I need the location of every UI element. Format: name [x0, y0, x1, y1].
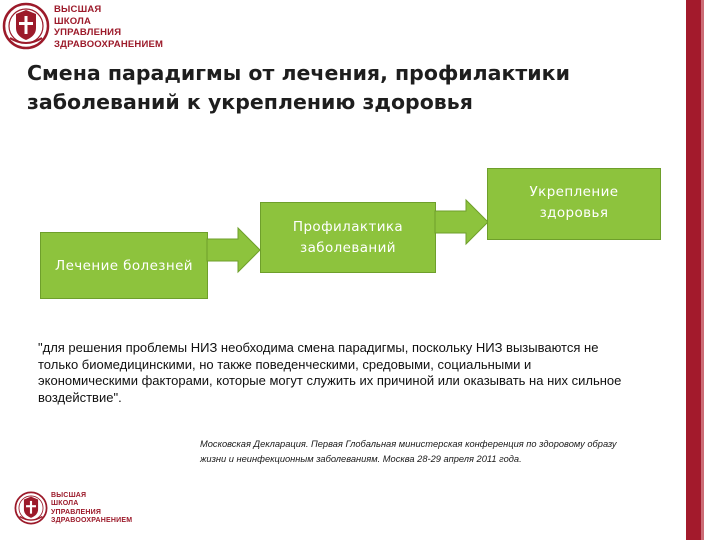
- logo-line: ВЫСШАЯ: [54, 4, 102, 15]
- logo-line: ШКОЛА: [54, 15, 92, 27]
- arrow-right-icon: [206, 226, 262, 274]
- school-logo: [2, 2, 163, 50]
- school-crest-icon: [2, 2, 50, 50]
- step-label: здоровья: [539, 205, 609, 221]
- title-line: заболеваний к укреплению здоровья: [27, 90, 473, 114]
- school-logo-footer: [14, 491, 132, 526]
- step-box-treatment: [40, 232, 208, 299]
- quote-line: воздействие".: [38, 389, 122, 405]
- quote-line: только биомедицинскими, но также поведенческими, средовыми, социальными и: [38, 356, 532, 372]
- citation-line: жизни и неинфекционным заболеваниям. Москва 28-29 апреля 2011 года.: [200, 454, 522, 464]
- citation-line: Московская Декларация. Первая Глобальная министерская конференция по здоровому образу: [200, 439, 617, 449]
- right-accent-edge: [701, 0, 704, 540]
- step-label: заболеваний: [300, 240, 396, 256]
- logo-line: ЗДРАВООХРАНЕНИЕМ: [51, 517, 133, 525]
- school-crest-icon: [14, 491, 48, 525]
- logo-line: ВЫСШАЯ: [51, 492, 87, 499]
- step-box-prevention: [260, 202, 436, 273]
- quote-line: "для решения проблемы НИЗ необходима смена парадигмы, поскольку НИЗ вызываются не: [38, 340, 599, 355]
- step-label: Лечение болезней: [55, 258, 193, 274]
- logo-line: УПРАВЛЕНИЯ: [54, 27, 122, 38]
- step-label: Профилактика: [292, 219, 404, 235]
- title-line: Смена парадигмы от лечения, профилактики: [27, 61, 570, 85]
- quote-line: экономическими факторами, которые могут служить их причиной или оказывать на них сильное: [38, 373, 622, 388]
- arrow-right-icon: [434, 198, 490, 246]
- citation: [200, 437, 700, 467]
- logo-line: УПРАВЛЕНИЯ: [51, 508, 102, 516]
- logo-line: ШКОЛА: [51, 500, 79, 508]
- step-box-health-promotion: [487, 168, 661, 240]
- step-label: Укрепление: [529, 184, 619, 200]
- page-title: [27, 59, 627, 117]
- declaration-quote: [38, 340, 678, 406]
- logo-line: ЗДРАВООХРАНЕНИЕМ: [54, 38, 164, 50]
